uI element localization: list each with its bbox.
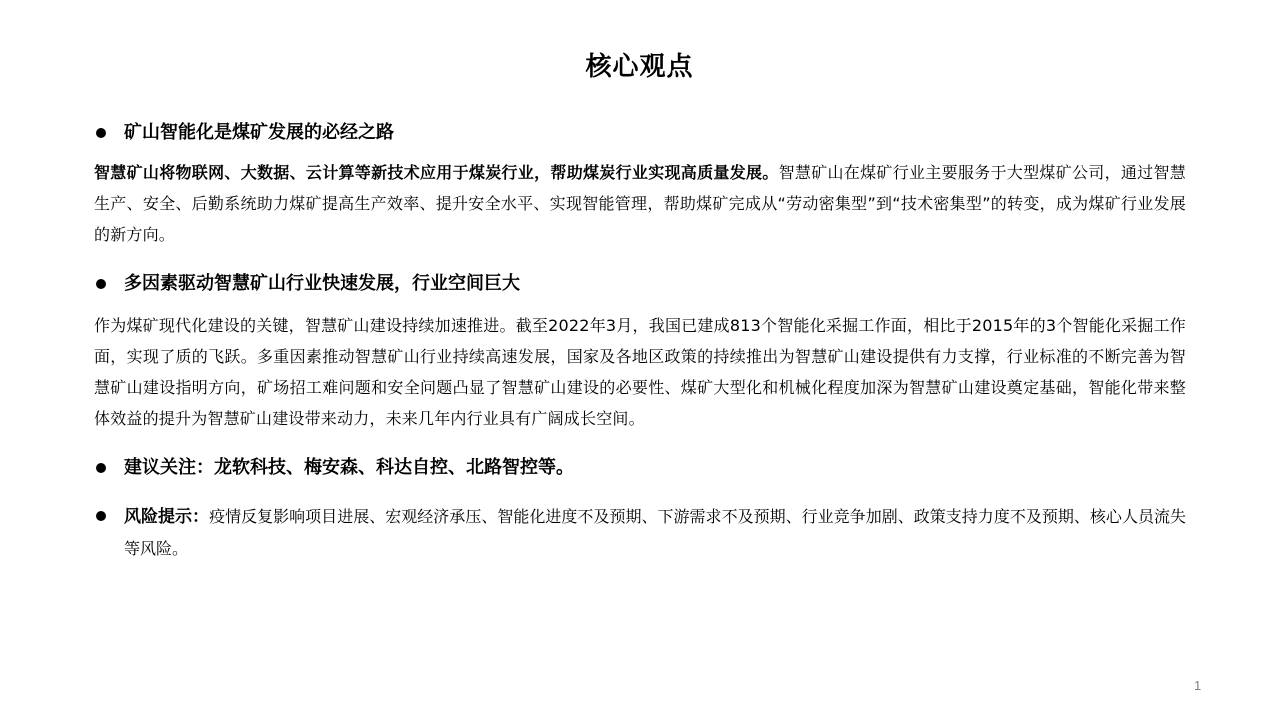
- bullet-icon: [96, 279, 106, 289]
- risk-warning-text: 疫情反复影响项目进展、宏观经济承压、智能化进度不及预期、下游需求不及预期、行业竞争加剧、政策支持力度不及预期、核心人员流失等风险。: [124, 507, 1186, 558]
- section-paragraph-mining-intelligence: [94, 157, 1186, 250]
- risk-warning: [94, 501, 1186, 564]
- bullet-icon: [96, 511, 106, 521]
- bullet-icon: [96, 128, 106, 138]
- core-points-content: [94, 117, 1186, 564]
- section-heading-growth-drivers: [94, 268, 1186, 300]
- section-heading-text: 多因素驱动智慧矿山行业快速发展，行业空间巨大: [124, 273, 520, 294]
- section-heading-recommendation: [94, 452, 1186, 484]
- section-heading-text: 矿山智能化是煤矿发展的必经之路: [124, 122, 394, 143]
- bullet-icon: [96, 463, 106, 473]
- page-title: 核心观点: [585, 52, 694, 82]
- risk-warning-label: 风险提示：: [124, 507, 210, 527]
- section-heading-text: 建议关注：龙软科技、梅安森、科达自控、北路智控等。: [124, 457, 574, 478]
- paragraph-lead-text: 智慧矿山将物联网、大数据、云计算等新技术应用于煤炭行业，帮助煤炭行业实现高质量发展。: [94, 163, 779, 182]
- section-heading-mining-intelligence: [94, 117, 1186, 149]
- page-number: 1: [1194, 678, 1202, 693]
- paragraph-body-text: 智慧矿山在煤矿行业主要服务于大型煤矿公司，通过智慧生产、安全、后勤系统助力煤矿提高生产效率、提升安全水平、实现智能管理，帮助煤矿完成从“劳动密集型”到“技术密集型”的转变，成为煤矿行业发展的新方向。: [94, 163, 1186, 244]
- section-paragraph-growth-drivers: 作为煤矿现代化建设的关键，智慧矿山建设持续加速推进。截至2022年3月，我国已建成813个智能化采掘工作面，相比于2015年的3个智能化采掘工作面，实现了质的飞跃。多重因素推动智慧矿山行业持续高速发展，国家及各地区政策的持续推出为智慧矿山建设提供有力支撑，行业标准的不断完善为智慧矿山建设指明方向，矿场招工难问题和安全问题凸显了智慧矿山建设的必要性、煤矿大型化和机械化程度加深为智慧矿山建设奠定基础，智能化带来整体效益的提升为智慧矿山建设带来动力，未来几年内行业具有广阔成长空间。: [94, 316, 1186, 428]
